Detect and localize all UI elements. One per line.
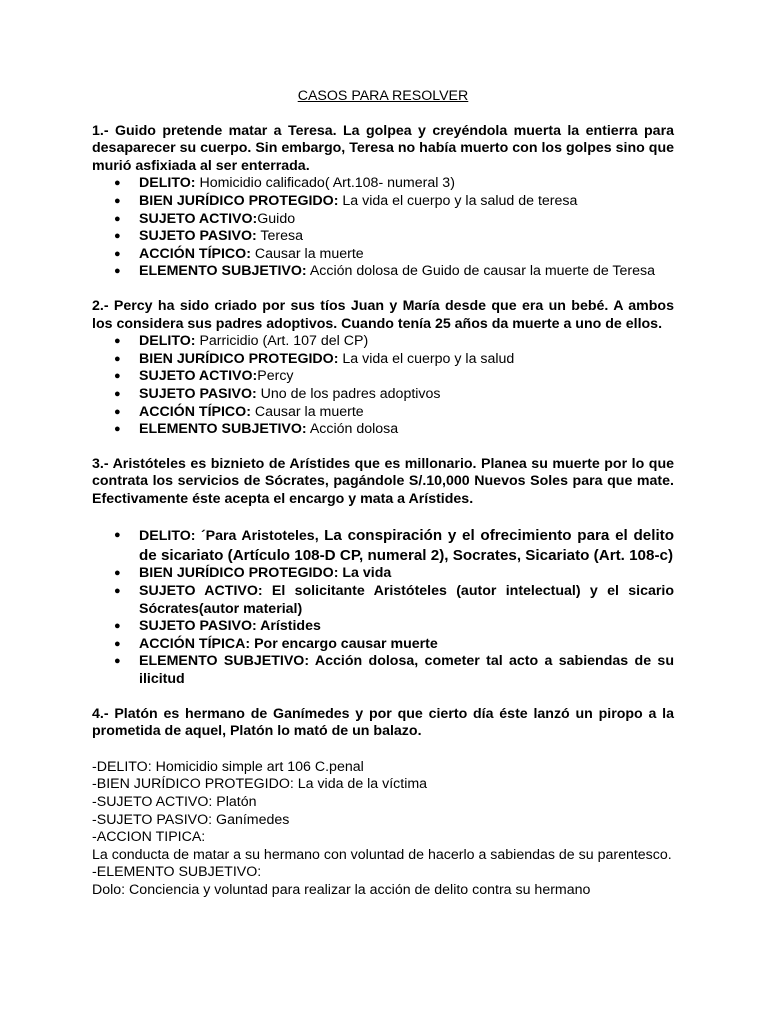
case-3-statement: 3.- Aristóteles es biznieto de Arístides que es millonario. Planea su muerte por lo que contrata los servicios de Sócrates, pagándole S/.10,000 Nuevos Soles para que mate. Efectivamente éste acepta el encargo y mata a Arístides.: [92, 455, 674, 507]
case-1-item-delito: ● DELITO: Homicidio calificado( Art.108- numeral 3): [92, 175, 674, 193]
case-4-statement: 4.- Platón es hermano de Ganímedes y por que cierto día éste lanzó un piropo a la prometida de aquel, Platón lo mató de un balazo.: [92, 705, 674, 740]
case-2-item-elemento-subjetivo: ● ELEMENTO SUBJETIVO: Acción dolosa: [92, 421, 674, 439]
case-3-item-sujeto-activo: ● SUJETO ACTIVO: El solicitante Aristóteles (autor intelectual) y el sicario Sócrates(autor material): [92, 583, 674, 618]
case-3-item-elemento-subjetivo: ● ELEMENTO SUBJETIVO: Acción dolosa, cometer tal acto a sabiendas de su ilicitud: [92, 653, 674, 688]
case-2-item-sujeto-activo: ● SUJETO ACTIVO:Percy: [92, 368, 674, 386]
case-4-line-sujeto-pasivo: -SUJETO PASIVO: Ganímedes: [92, 811, 290, 828]
case-1-item-sujeto-activo: ● SUJETO ACTIVO:Guido: [92, 211, 674, 229]
case-1-item-accion: ● ACCIÓN TÍPICO: Causar la muerte: [92, 246, 674, 264]
case-2-item-bien-juridico: ● BIEN JURÍDICO PROTEGIDO: La vida el cuerpo y la salud: [92, 351, 674, 369]
case-4-line-delito: -DELITO: Homicidio simple art 106 C.penal: [92, 758, 364, 775]
case-1-item-elemento-subjetivo: ● ELEMENTO SUBJETIVO: Acción dolosa de Guido de causar la muerte de Teresa: [92, 263, 674, 281]
case-4-analysis: [92, 759, 674, 900]
case-4-line-elemento-label: -ELEMENTO SUBJETIVO:: [92, 864, 262, 881]
document-content: [92, 88, 674, 900]
case-2-analysis: [92, 333, 674, 439]
case-2-item-sujeto-pasivo: ● SUJETO PASIVO: Uno de los padres adoptivos: [92, 386, 674, 404]
case-3-item-sujeto-pasivo: ● SUJETO PASIVO: Arístides: [92, 618, 674, 636]
case-2-statement: 2.- Percy ha sido criado por sus tíos Juan y María desde que era un bebé. A ambos los considera sus padres adoptivos. Cuando tenía 25 años da muerte a uno de ellos.: [92, 297, 674, 332]
case-3-item-bien-juridico: ● BIEN JURÍDICO PROTEGIDO: La vida: [92, 565, 674, 583]
case-3-item-accion: ● ACCIÓN TÍPICA: Por encargo causar muerte: [92, 636, 674, 654]
case-3-analysis: [92, 526, 674, 688]
case-4-line-accion-label: -ACCION TIPICA:: [92, 829, 206, 846]
case-4-line-accion-value: La conducta de matar a su hermano con voluntad de hacerlo a sabiendas de su parentesco.: [92, 846, 672, 863]
case-3-item-delito: ● DELITO: ´Para Aristoteles, La conspiración y el ofrecimiento para el delito de sicariato (Artículo 108-D CP, numeral 2), Socrates, Sicariato (Art. 108-c): [92, 526, 674, 565]
case-1-statement: 1.- Guido pretende matar a Teresa. La golpea y creyéndola muerta la entierra para desaparecer su cuerpo. Sin embargo, Teresa no había muerto con los golpes sino que murió asfixiada al ser enterrada.: [92, 122, 674, 174]
case-4-line-bien-juridico: -BIEN JURÍDICO PROTEGIDO: La vida de la víctima: [92, 776, 428, 793]
case-1-item-sujeto-pasivo: ● SUJETO PASIVO: Teresa: [92, 228, 674, 246]
case-1-item-bien-juridico: ● BIEN JURÍDICO PROTEGIDO: La vida el cuerpo y la salud de teresa: [92, 193, 674, 211]
case-4-line-elemento-value: Dolo: Conciencia y voluntad para realizar la acción de delito contra su hermano: [92, 881, 591, 898]
case-4-line-sujeto-activo: -SUJETO ACTIVO: Platón: [92, 794, 257, 810]
case-2-item-delito: ● DELITO: Parricidio (Art. 107 del CP): [92, 333, 674, 351]
case-1-analysis: [92, 175, 674, 281]
document-title: CASOS PARA RESOLVER: [297, 88, 469, 104]
case-2-item-accion: ● ACCIÓN TÍPICO: Causar la muerte: [92, 404, 674, 422]
spacer: [92, 508, 674, 526]
